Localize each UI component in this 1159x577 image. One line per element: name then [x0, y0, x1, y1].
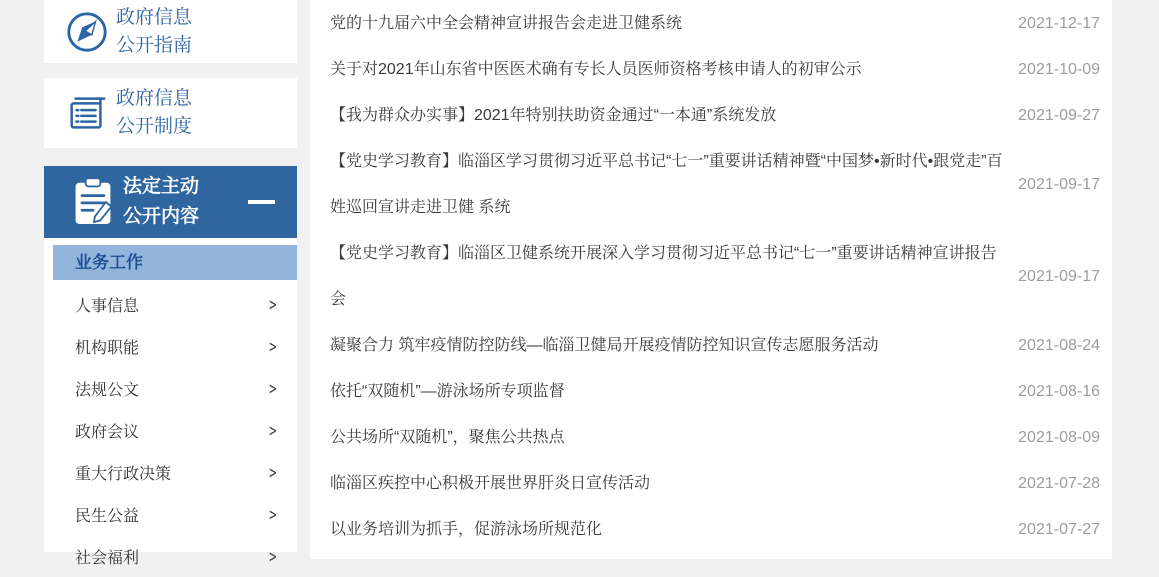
sidebar-section-label: 法定主动 公开内容 [123, 176, 200, 227]
clipboard-pencil-icon [69, 175, 117, 229]
sidebar-menu-item-label: 政府会议 [75, 423, 140, 441]
sidebar-menu-item-label: 法规公文 [75, 381, 140, 399]
sidebar-menu-list [44, 280, 297, 577]
news-title-link[interactable]: 以业务培训为抓手，促游泳场所规范化 [330, 521, 603, 538]
news-date: 2021-09-27 [1018, 107, 1100, 124]
news-date: 2021-08-16 [1018, 383, 1100, 400]
sidebar-menu-item[interactable] [44, 409, 297, 451]
news-row [330, 507, 1100, 553]
news-date: 2021-07-27 [1018, 521, 1100, 538]
news-date: 2021-10-09 [1018, 61, 1100, 78]
sidebar-menu-item-label: 民生公益 [75, 507, 140, 525]
news-title-link[interactable]: 关于对2021年山东省中医医术确有专长人员医师资格考核申请人的初审公示 [330, 61, 862, 78]
ledger-icon [62, 89, 112, 137]
news-title-link[interactable]: 公共场所“双随机”，聚焦公共热点 [330, 429, 565, 446]
sidebar-menu-item-label: 社会福利 [75, 549, 140, 567]
sidebar-menu-item-label: 机构职能 [75, 339, 140, 357]
news-date: 2021-12-17 [1018, 15, 1100, 32]
chevron-right-icon: > [269, 503, 277, 525]
news-title-link[interactable]: 临淄区疾控中心积极开展世界肝炎日宣传活动 [330, 475, 651, 492]
collapse-minus-icon[interactable] [248, 200, 275, 204]
news-title-link[interactable]: 【我为群众办实事】2021年特别扶助资金通过“一本通”系统发放 [330, 107, 777, 124]
chevron-right-icon: > [269, 335, 277, 357]
sidebar-card-disclosure-system[interactable] [44, 78, 297, 148]
sidebar-section-statutory-disclosure[interactable] [44, 166, 297, 238]
news-title-link[interactable]: 党的十九届六中全会精神宣讲报告会走进卫健系统 [330, 15, 683, 32]
news-row [330, 323, 1100, 369]
sidebar-card-disclosure-guide[interactable] [44, 0, 297, 63]
sidebar-card-label: 政府信息 公开制度 [116, 88, 193, 137]
compass-icon [62, 8, 112, 56]
sidebar-menu-item[interactable] [44, 367, 297, 409]
sidebar-menu-item[interactable] [44, 283, 297, 325]
news-row [330, 369, 1100, 415]
news-title-link[interactable]: 【党史学习教育】临淄区学习贯彻习近平总书记“七一”重要讲话精神暨“中国梦•新时代•跟党走”百姓巡回宣讲走进卫健 系统 [330, 153, 1003, 216]
sidebar-menu-item-label: 人事信息 [75, 297, 140, 315]
chevron-right-icon: > [269, 377, 277, 399]
news-row [330, 93, 1100, 139]
sidebar-menu-item[interactable] [44, 535, 297, 577]
news-date: 2021-07-28 [1018, 475, 1100, 492]
chevron-right-icon: > [269, 545, 277, 567]
sidebar [44, 0, 297, 567]
news-date: 2021-08-24 [1018, 337, 1100, 354]
sidebar-menu-item[interactable] [44, 493, 297, 535]
sidebar-menu-item-label: 重大行政决策 [75, 465, 172, 483]
sidebar-menu-panel [44, 238, 297, 567]
news-date: 2021-09-17 [1018, 268, 1100, 285]
news-row [330, 47, 1100, 93]
news-title-link[interactable]: 【党史学习教育】临淄区卫健系统开展深入学习贯彻习近平总书记“七一”重要讲话精神宣讲报告会 [330, 245, 997, 308]
news-row [330, 461, 1100, 507]
sidebar-menu-item[interactable] [44, 325, 297, 367]
chevron-right-icon: > [269, 419, 277, 441]
news-title-link[interactable]: 凝聚合力 筑牢疫情防控防线—临淄卫健局开展疫情防控知识宣传志愿服务活动 [330, 337, 879, 354]
news-list-panel [310, 0, 1112, 559]
news-date: 2021-08-09 [1018, 429, 1100, 446]
chevron-right-icon: > [269, 293, 277, 315]
sidebar-menu-item[interactable] [44, 451, 297, 493]
news-date: 2021-09-17 [1018, 176, 1100, 193]
sidebar-item-business-work-active[interactable]: 业务工作 [53, 245, 297, 280]
chevron-right-icon: > [269, 461, 277, 483]
sidebar-card-label: 政府信息 公开指南 [116, 6, 193, 56]
news-row [330, 231, 1100, 323]
news-row [330, 139, 1100, 231]
news-row [330, 415, 1100, 461]
news-title-link[interactable]: 依托“双随机”—游泳场所专项监督 [330, 383, 565, 400]
news-row [330, 1, 1100, 47]
